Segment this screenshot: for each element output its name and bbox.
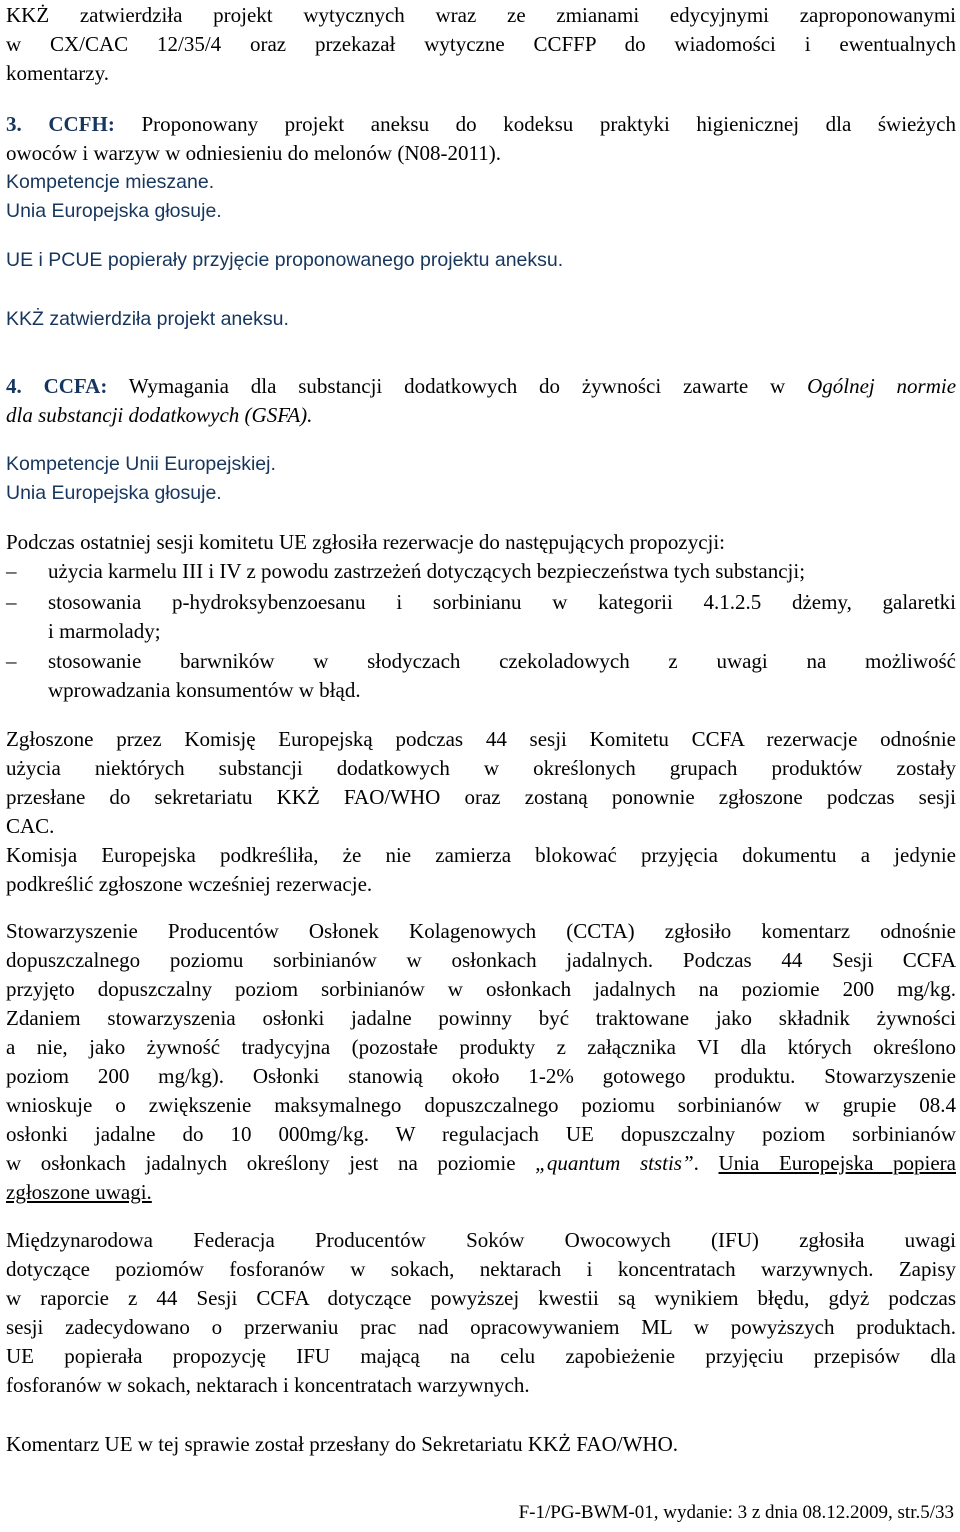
- item3-position: UE i PCUE popierały przyjęcie proponowanego projektu aneksu.: [6, 249, 564, 271]
- bullet-text-cont: wprowadzania konsumentów w błąd.: [48, 678, 361, 702]
- eu-support-statement-cont: zgłoszone uwagi.: [6, 1180, 152, 1204]
- bullet-dash: –: [6, 590, 17, 614]
- item3-competence: Kompetencje mieszane.: [6, 171, 215, 193]
- item4-intro: Podczas ostatniej sesji komitetu UE zgłosiła rezerwacje do następujących propozycji:: [6, 530, 726, 554]
- item4-number: 4.: [6, 374, 22, 398]
- bullet-text: stosowania p-hydroksybenzoesanu i sorbinianu w kategorii 4.1.2.5 dżemy, galaretki: [48, 590, 956, 614]
- paragraph-line: przesłane do sekretariatu KKŻ FAO/WHO oraz zostaną ponownie zgłoszone podczas sesji: [6, 785, 956, 809]
- bullet-text: użycia karmelu III i IV z powodu zastrzeżeń dotyczących bezpieczeństwa tych substancji;: [48, 559, 806, 583]
- paragraph-line: CAC.: [6, 814, 55, 838]
- paragraph-line: przyjęto dopuszczalny poziom sorbinianów w osłonkach jadalnych na poziomie 200 mg/kg.: [6, 977, 956, 1001]
- paragraph-line: Zgłoszone przez Komisję Europejską podczas 44 sesji Komitetu CCFA rezerwacje odnośnie: [6, 727, 956, 751]
- paragraph-line: fosforanów w sokach, nektarach i koncentratach warzywnych.: [6, 1373, 530, 1397]
- item3-title-cont: owoców i warzyw w odniesieniu do melonów (N08-2011).: [6, 141, 501, 165]
- item3-outcome: KKŻ zatwierdziła projekt aneksu.: [6, 308, 289, 330]
- bullet-text: stosowanie barwników w słodyczach czekoladowych z uwagi na możliwość: [48, 649, 956, 673]
- item3-heading: [6, 110, 956, 138]
- item4-heading: [6, 372, 956, 400]
- item4-title: Wymagania dla substancji dodatkowych do żywności zawarte w: [128, 374, 786, 398]
- paragraph-line: Międzynarodowa Federacja Producentów Soków Owocowych (IFU) zgłosiła uwagi: [6, 1228, 956, 1252]
- carryover-line: komentarzy.: [6, 61, 110, 85]
- item3-vote: Unia Europejska głosuje.: [6, 200, 222, 222]
- item4-vote: Unia Europejska głosuje.: [6, 482, 222, 504]
- bullet-dash: –: [6, 649, 17, 673]
- paragraph-line: Zdaniem stowarzyszenia osłonki jadalne powinny być traktowane jako składnik żywności: [6, 1006, 956, 1030]
- paragraph-line: [6, 1149, 956, 1177]
- item4-title-italic: Ogólnej normie: [807, 374, 957, 398]
- paragraph-line: dotyczące poziomów fosforanów w sokach, nektarach i koncentratach warzywnych. Zapisy: [6, 1257, 956, 1281]
- item3-number: 3.: [6, 112, 22, 136]
- paragraph-line: poziom 200 mg/kg). Osłonki stanowią około 1-2% gotowego produktu. Stowarzyszenie: [6, 1064, 956, 1088]
- paragraph-line: użycia niektórych substancji dodatkowych w określonych grupach produktów zostały: [6, 756, 956, 780]
- quantum-satis-term: „quantum ststis”: [535, 1151, 694, 1175]
- item3-title: Proponowany projekt aneksu do kodeksu praktyki higienicznej dla świeżych: [141, 112, 957, 136]
- paragraph-line: Stowarzyszenie Producentów Osłonek Kolagenowych (CCTA) zgłosiło komentarz odnośnie: [6, 919, 956, 943]
- paragraph-line: dopuszczalnego poziomu sorbinianów w osłonkach jadalnych. Podczas 44 Sesji CCFA: [6, 948, 956, 972]
- carryover-line: KKŻ zatwierdziła projekt wytycznych wraz ze zmianami edycyjnymi zaproponowanymi: [6, 3, 956, 27]
- bullet-dash: –: [6, 559, 17, 583]
- paragraph-line: wnioskuje o zwiększenie maksymalnego dopuszczalnego poziomu sorbinianów w grupie 08.4: [6, 1093, 956, 1117]
- item4-code: CCFA:: [43, 374, 108, 398]
- paragraph-line: Komentarz UE w tej sprawie został przesłany do Sekretariatu KKŻ FAO/WHO.: [6, 1432, 678, 1456]
- carryover-line: w CX/CAC 12/35/4 oraz przekazał wytyczne CCFFP do wiadomości i ewentualnych: [6, 32, 956, 56]
- item3-code: CCFH:: [48, 112, 115, 136]
- paragraph-line: podkreślić zgłoszone wcześniej rezerwacje.: [6, 872, 373, 896]
- paragraph-line: w raporcie z 44 Sesji CCFA dotyczące powyższej kwestii są wynikiem błędu, gdyż podczas: [6, 1286, 956, 1310]
- item4-competence: Kompetencje Unii Europejskiej.: [6, 453, 276, 475]
- paragraph-line: UE popierała propozycję IFU mającą na celu zapobieżenie przyjęciu przepisów dla: [6, 1344, 956, 1368]
- paragraph-text: .: [693, 1151, 719, 1175]
- paragraph-line: sesji zadecydowano o przerwaniu prac nad opracowywaniem ML w powyższych produktach.: [6, 1315, 956, 1339]
- paragraph-line: osłonki jadalne do 10 000mg/kg. W regulacjach UE dopuszczalny poziom sorbinianów: [6, 1122, 956, 1146]
- paragraph-line: a nie, jako żywność tradycyjna (pozostałe produkty z załącznika VI dla których określono: [6, 1035, 956, 1059]
- paragraph-line: Komisja Europejska podkreśliła, że nie zamierza blokować przyjęcia dokumentu a jedynie: [6, 843, 956, 867]
- eu-support-statement: Unia Europejska popiera: [718, 1151, 956, 1175]
- item4-title-cont: dla substancji dodatkowych (GSFA).: [6, 403, 313, 427]
- page-footer: F-1/PG-BWM-01, wydanie: 3 z dnia 08.12.2009, str.5/33: [518, 1502, 954, 1523]
- bullet-text-cont: i marmolady;: [48, 619, 161, 643]
- paragraph-text: w osłonkach jadalnych określony jest na poziomie: [6, 1151, 536, 1175]
